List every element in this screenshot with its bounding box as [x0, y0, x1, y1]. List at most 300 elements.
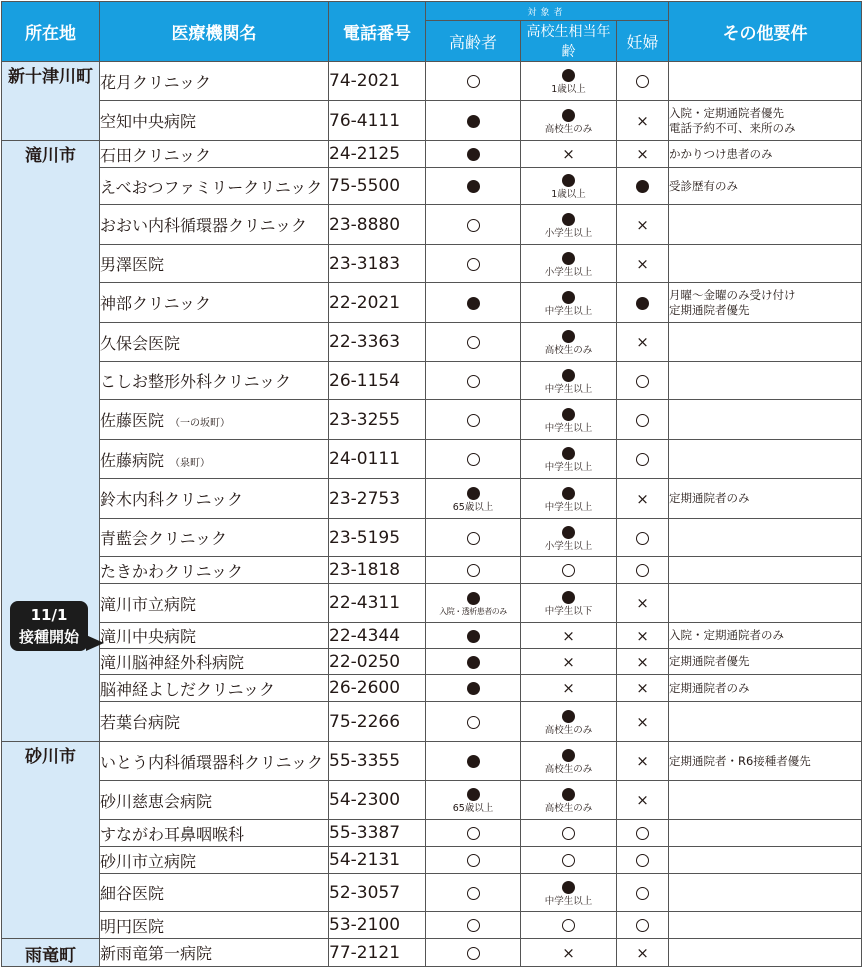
pregnant-cell — [617, 623, 669, 649]
other-requirements — [669, 557, 862, 584]
open-circle-icon — [562, 919, 575, 932]
institution-name — [100, 440, 329, 479]
elderly-cell — [426, 781, 521, 820]
institution-name — [100, 557, 329, 584]
pregnant-cell — [617, 649, 669, 675]
institution-name-text: 神部クリニック — [100, 294, 212, 313]
open-circle-icon — [636, 75, 649, 88]
phone-number: 23-1818 — [329, 557, 426, 584]
elderly-cell — [426, 939, 521, 967]
other-requirements — [669, 623, 862, 649]
table-row — [2, 479, 862, 519]
header-phone: 電話番号 — [329, 2, 426, 62]
table-row — [2, 205, 862, 245]
phone-number: 76-4111 — [329, 101, 426, 141]
table-row — [2, 323, 862, 362]
pregnant-cell — [617, 168, 669, 205]
institution-name-text: こしお整形外科クリニック — [100, 372, 292, 391]
cross-icon: × — [562, 943, 575, 962]
youth-cell — [521, 245, 617, 283]
pregnant-cell — [617, 440, 669, 479]
youth-cell — [521, 519, 617, 557]
institution-name — [100, 623, 329, 649]
open-circle-icon — [636, 854, 649, 867]
filled-circle-icon — [562, 487, 575, 500]
requirement-line: 月曜～金曜のみ受け付け — [669, 288, 796, 303]
youth-note: 小学生以上 — [544, 540, 593, 552]
requirement-line: 定期通院者・R6接種者優先 — [669, 753, 811, 768]
phone-number: 24-2125 — [329, 141, 426, 168]
youth-note: 高校生のみ — [544, 724, 593, 736]
other-requirements — [669, 874, 862, 912]
open-circle-icon — [467, 887, 480, 900]
elderly-note: 65歳以上 — [452, 501, 494, 513]
open-circle-icon — [467, 716, 480, 729]
filled-circle-icon — [467, 682, 480, 695]
phone-number: 23-3255 — [329, 400, 426, 440]
pregnant-cell — [617, 400, 669, 440]
institution-name-text: 滝川中央病院 — [100, 627, 197, 646]
other-requirements — [669, 742, 862, 781]
location-cell: 新十津川町 — [2, 62, 100, 141]
youth-cell — [521, 101, 617, 141]
filled-circle-icon — [562, 252, 575, 265]
elderly-cell — [426, 557, 521, 584]
phone-number: 54-2300 — [329, 781, 426, 820]
callout-date: 11/1 — [30, 606, 68, 624]
institution-name-text: 明円医院 — [100, 916, 165, 936]
elderly-cell — [426, 440, 521, 479]
open-circle-icon — [636, 564, 649, 577]
institution-name-text: すながわ耳鼻咽喉科 — [100, 824, 245, 844]
table-row — [2, 820, 862, 847]
pregnant-cell — [617, 362, 669, 400]
elderly-cell — [426, 912, 521, 939]
institution-name-text: おおい内科循環器クリニック — [100, 216, 308, 235]
institution-name — [100, 820, 329, 847]
institution-name-text: 滝川市立病院 — [100, 594, 197, 614]
cross-icon: × — [636, 943, 649, 962]
youth-note: 中学生以上 — [544, 895, 593, 907]
cross-icon: × — [636, 679, 649, 697]
elderly-cell — [426, 675, 521, 702]
open-circle-icon — [467, 375, 480, 388]
header-youth: 高校生相当年齢 — [521, 21, 617, 62]
table-row — [2, 847, 862, 874]
institution-name — [100, 400, 329, 440]
cross-icon: × — [562, 652, 575, 671]
youth-cell — [521, 702, 617, 742]
filled-circle-icon — [562, 710, 575, 723]
other-requirements — [669, 820, 862, 847]
requirement-line: 定期通院者のみ — [669, 680, 750, 695]
open-circle-icon — [467, 258, 480, 271]
institution-name — [100, 205, 329, 245]
institution-name-text: 男澤医院 — [100, 255, 165, 274]
open-circle-icon — [467, 532, 480, 545]
youth-cell — [521, 584, 617, 623]
requirement-line: 電話予約不可、来所のみ — [669, 120, 796, 135]
open-circle-icon — [467, 827, 480, 840]
institution-name — [100, 649, 329, 675]
phone-number: 23-2753 — [329, 479, 426, 519]
youth-note: 高校生のみ — [544, 803, 593, 815]
other-requirements — [669, 649, 862, 675]
open-circle-icon — [467, 75, 480, 88]
institution-name — [100, 742, 329, 781]
cross-icon: × — [636, 712, 649, 731]
filled-circle-icon — [562, 174, 575, 187]
table-row — [2, 141, 862, 168]
pregnant-cell — [617, 245, 669, 283]
other-requirements — [669, 101, 862, 141]
phone-number: 75-2266 — [329, 702, 426, 742]
institution-name — [100, 479, 329, 519]
other-requirements — [669, 62, 862, 101]
header-targets-group: 対象者 — [426, 2, 669, 21]
pregnant-cell — [617, 557, 669, 584]
filled-circle-icon — [562, 291, 575, 304]
table-row — [2, 623, 862, 649]
filled-circle-icon — [467, 148, 480, 161]
phone-number: 53-2100 — [329, 912, 426, 939]
open-circle-icon — [636, 827, 649, 840]
pregnant-cell — [617, 584, 669, 623]
institution-name-note: （一の坂町） — [170, 418, 231, 429]
elderly-cell — [426, 400, 521, 440]
table-row — [2, 519, 862, 557]
institution-name-text: 空知中央病院 — [100, 112, 197, 131]
requirement-line: 入院・定期通院者のみ — [669, 628, 784, 643]
cross-icon: × — [636, 752, 649, 770]
youth-cell — [521, 649, 617, 675]
open-circle-icon — [562, 827, 575, 840]
table-row — [2, 168, 862, 205]
phone-number: 24-0111 — [329, 440, 426, 479]
youth-note: 中学生以上 — [544, 501, 593, 513]
filled-circle-icon — [467, 487, 480, 500]
other-requirements — [669, 245, 862, 283]
pregnant-cell — [617, 205, 669, 245]
vaccination-start-callout — [10, 601, 106, 651]
youth-cell — [521, 623, 617, 649]
elderly-cell — [426, 323, 521, 362]
filled-circle-icon — [467, 788, 480, 801]
youth-cell — [521, 400, 617, 440]
open-circle-icon — [562, 564, 575, 577]
youth-cell — [521, 557, 617, 584]
header-institution: 医療機関名 — [100, 2, 329, 62]
institution-name-text: 鈴木内科クリニック — [100, 490, 244, 509]
elderly-cell — [426, 245, 521, 283]
institution-name — [100, 62, 329, 101]
institution-name-text: 佐藤医院 — [100, 411, 165, 430]
requirement-line: 定期通院者優先 — [669, 302, 750, 317]
institution-name — [100, 141, 329, 168]
youth-note: 高校生のみ — [544, 123, 593, 135]
header-pregnant: 妊婦 — [617, 21, 669, 62]
phone-number: 52-3057 — [329, 874, 426, 912]
youth-cell — [521, 939, 617, 967]
institution-name-text: いとう内科循環器科クリニック — [100, 752, 324, 772]
elderly-cell — [426, 283, 521, 323]
cross-icon: × — [636, 254, 649, 273]
elderly-cell — [426, 101, 521, 141]
elderly-cell — [426, 168, 521, 205]
elderly-cell — [426, 820, 521, 847]
phone-number: 54-2131 — [329, 847, 426, 874]
institution-name — [100, 283, 329, 323]
table-row — [2, 702, 862, 742]
pregnant-cell — [617, 781, 669, 820]
pregnant-cell — [617, 912, 669, 939]
open-circle-icon — [636, 414, 649, 427]
filled-circle-icon — [562, 881, 575, 894]
youth-cell — [521, 283, 617, 323]
table-row — [2, 874, 862, 912]
youth-cell — [521, 847, 617, 874]
open-circle-icon — [467, 564, 480, 577]
open-circle-icon — [467, 219, 480, 232]
table-row — [2, 781, 862, 820]
youth-note: 小学生以上 — [544, 227, 593, 239]
open-circle-icon — [467, 947, 480, 960]
phone-number: 22-3363 — [329, 323, 426, 362]
youth-cell — [521, 205, 617, 245]
elderly-cell — [426, 847, 521, 874]
filled-circle-icon — [562, 526, 575, 539]
table-row — [2, 912, 862, 939]
filled-circle-icon — [467, 630, 480, 643]
table-row — [2, 742, 862, 781]
pregnant-cell — [617, 141, 669, 168]
callout-pointer — [86, 635, 104, 651]
phone-number: 23-3183 — [329, 245, 426, 283]
filled-circle-icon — [562, 591, 575, 604]
youth-note: 1歳以上 — [551, 189, 586, 201]
youth-note: 高校生のみ — [544, 764, 593, 776]
filled-circle-icon — [562, 788, 575, 801]
youth-cell — [521, 874, 617, 912]
table-row — [2, 584, 862, 623]
pregnant-cell — [617, 874, 669, 912]
filled-circle-icon — [636, 297, 649, 310]
elderly-cell — [426, 874, 521, 912]
cross-icon: × — [636, 594, 649, 612]
header-location: 所在地 — [2, 2, 100, 62]
institution-name — [100, 675, 329, 702]
table-header — [2, 2, 862, 62]
institution-name-text: 砂川市立病院 — [100, 851, 197, 871]
other-requirements — [669, 519, 862, 557]
phone-number: 26-2600 — [329, 675, 426, 702]
phone-number: 22-4311 — [329, 584, 426, 623]
filled-circle-icon — [562, 330, 575, 343]
pregnant-cell — [617, 675, 669, 702]
filled-circle-icon — [467, 115, 480, 128]
cross-icon: × — [636, 791, 649, 809]
youth-note: 中学生以上 — [544, 422, 593, 434]
institution-name — [100, 874, 329, 912]
callout-bubble — [10, 601, 88, 651]
elderly-cell — [426, 702, 521, 742]
open-circle-icon — [636, 919, 649, 932]
pregnant-cell — [617, 519, 669, 557]
pregnant-cell — [617, 847, 669, 874]
open-circle-icon — [467, 414, 480, 427]
callout-text: 接種開始 — [18, 628, 79, 646]
institution-name — [100, 847, 329, 874]
phone-number: 55-3387 — [329, 820, 426, 847]
phone-number: 77-2121 — [329, 939, 426, 967]
youth-note: 高校生のみ — [544, 345, 593, 357]
other-requirements — [669, 283, 862, 323]
youth-cell — [521, 440, 617, 479]
institution-name-text: 脳神経よしだクリニック — [100, 679, 276, 699]
pregnant-cell — [617, 479, 669, 519]
institution-name-text: 青藍会クリニック — [100, 529, 228, 548]
pregnant-cell — [617, 820, 669, 847]
header-other: その他要件 — [669, 2, 862, 62]
requirement-line: 定期通院者優先 — [669, 654, 750, 669]
elderly-cell — [426, 742, 521, 781]
phone-number: 22-4344 — [329, 623, 426, 649]
table-row — [2, 440, 862, 479]
filled-circle-icon — [467, 592, 480, 605]
elderly-cell — [426, 623, 521, 649]
institution-name-text: 佐藤病院 — [100, 450, 165, 470]
filled-circle-icon — [562, 369, 575, 382]
elderly-cell — [426, 649, 521, 675]
institution-name — [100, 939, 329, 967]
phone-number: 23-5195 — [329, 519, 426, 557]
table-row — [2, 245, 862, 283]
table-row — [2, 101, 862, 141]
institution-name — [100, 245, 329, 283]
pregnant-cell — [617, 702, 669, 742]
other-requirements — [669, 702, 862, 742]
cross-icon: × — [636, 145, 649, 163]
institution-name-text: たきかわクリニック — [100, 561, 244, 581]
youth-cell — [521, 781, 617, 820]
other-requirements — [669, 362, 862, 400]
other-requirements — [669, 205, 862, 245]
elderly-cell — [426, 584, 521, 623]
institution-name — [100, 362, 329, 400]
institution-name-note: （泉町） — [170, 457, 211, 469]
open-circle-icon — [467, 919, 480, 932]
open-circle-icon — [562, 854, 575, 867]
elderly-cell — [426, 479, 521, 519]
institution-name-text: 砂川慈恵会病院 — [100, 791, 213, 811]
institution-name-text: えべおつファミリークリニック — [100, 177, 323, 197]
youth-note: 中学生以上 — [544, 305, 593, 317]
institution-name — [100, 323, 329, 362]
filled-circle-icon — [562, 69, 575, 82]
pregnant-cell — [617, 323, 669, 362]
institution-name-text: 久保会医院 — [100, 333, 181, 353]
table-body — [2, 62, 862, 967]
institution-name-text: 新雨竜第一病院 — [100, 944, 213, 963]
youth-cell — [521, 323, 617, 362]
open-circle-icon — [467, 336, 480, 349]
phone-number: 26-1154 — [329, 362, 426, 400]
other-requirements — [669, 479, 862, 519]
elderly-cell — [426, 205, 521, 245]
cross-icon: × — [636, 626, 649, 645]
other-requirements — [669, 781, 862, 820]
institution-name — [100, 584, 329, 623]
filled-circle-icon — [562, 109, 575, 122]
filled-circle-icon — [467, 656, 480, 669]
cross-icon: × — [562, 679, 575, 697]
table-row — [2, 362, 862, 400]
pregnant-cell — [617, 939, 669, 967]
filled-circle-icon — [562, 749, 575, 762]
youth-note: 1歳以上 — [551, 84, 586, 96]
pregnant-cell — [617, 101, 669, 141]
institution-name-text: 若葉台病院 — [100, 713, 181, 732]
other-requirements — [669, 584, 862, 623]
other-requirements — [669, 847, 862, 874]
cross-icon: × — [636, 215, 649, 234]
institution-name-text: 花月クリニック — [100, 72, 212, 92]
open-circle-icon — [636, 453, 649, 466]
location-cell: 雨竜町 — [2, 939, 100, 967]
open-circle-icon — [636, 887, 649, 900]
phone-number: 22-0250 — [329, 649, 426, 675]
other-requirements — [669, 141, 862, 168]
other-requirements — [669, 939, 862, 967]
location-cell: 砂川市 — [2, 742, 100, 939]
clinic-table — [1, 1, 862, 967]
requirement-line: かかりつけ患者のみ — [669, 146, 773, 161]
filled-circle-icon — [467, 180, 480, 193]
phone-number: 75-5500 — [329, 168, 426, 205]
filled-circle-icon — [467, 297, 480, 310]
table-row — [2, 400, 862, 440]
youth-note: 中学生以下 — [544, 606, 593, 618]
elderly-note: 入院・透析患者のみ — [439, 607, 507, 616]
elderly-cell — [426, 141, 521, 168]
youth-cell — [521, 62, 617, 101]
filled-circle-icon — [636, 180, 649, 193]
other-requirements — [669, 675, 862, 702]
requirement-line: 定期通院者のみ — [669, 491, 750, 506]
table-row — [2, 939, 862, 967]
phone-number: 22-2021 — [329, 283, 426, 323]
cross-icon: × — [636, 489, 649, 508]
institution-name — [100, 168, 329, 205]
table-row — [2, 283, 862, 323]
pregnant-cell — [617, 62, 669, 101]
other-requirements — [669, 440, 862, 479]
institution-name-text: 石田クリニック — [100, 145, 212, 165]
location-cell: 滝川市 — [2, 141, 100, 742]
elderly-cell — [426, 362, 521, 400]
institution-name-text: 細谷医院 — [100, 884, 165, 903]
institution-name — [100, 702, 329, 742]
youth-cell — [521, 742, 617, 781]
filled-circle-icon — [562, 213, 575, 226]
pregnant-cell — [617, 742, 669, 781]
youth-cell — [521, 141, 617, 168]
other-requirements — [669, 400, 862, 440]
youth-cell — [521, 362, 617, 400]
cross-icon: × — [636, 333, 649, 351]
youth-cell — [521, 912, 617, 939]
open-circle-icon — [467, 854, 480, 867]
